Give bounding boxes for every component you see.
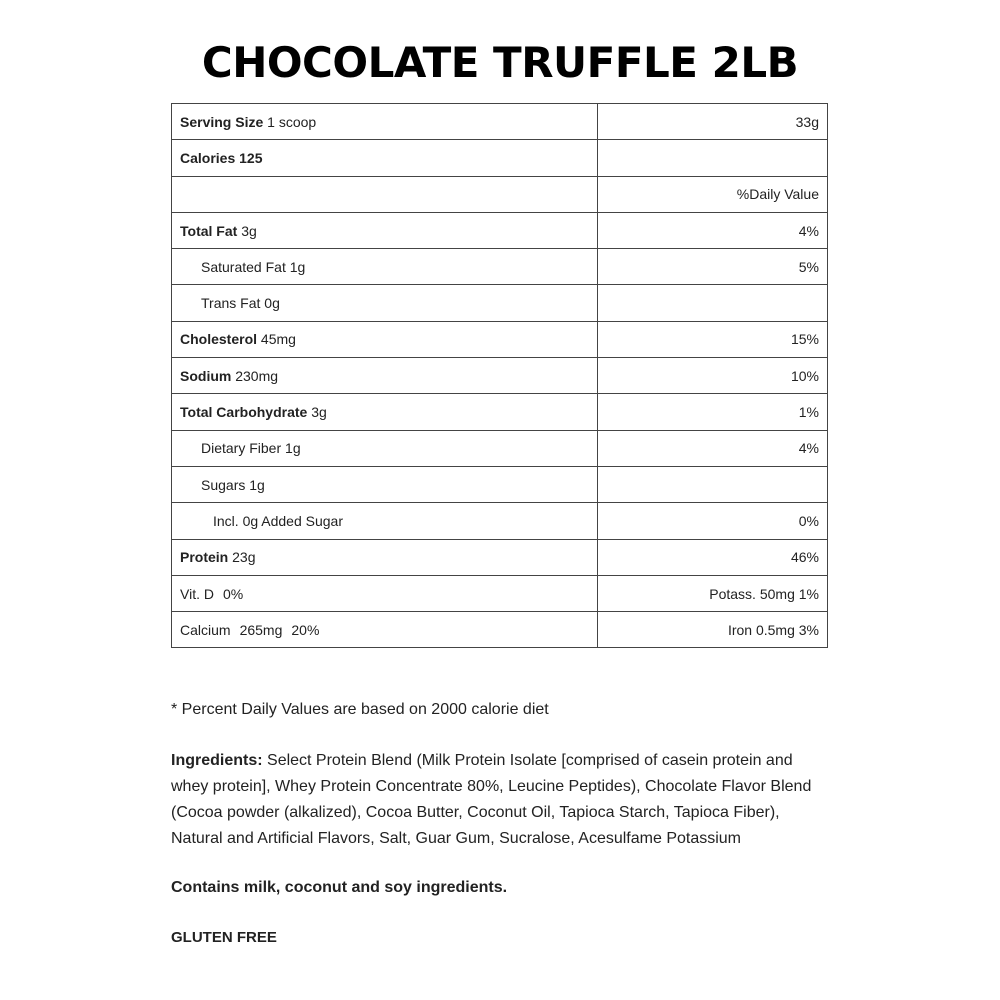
table-row bbox=[172, 466, 828, 502]
gluten-free-statement: GLUTEN FREE bbox=[171, 929, 277, 946]
total-carb-value: 3g bbox=[311, 404, 327, 421]
vit-d-label: Vit. D bbox=[180, 585, 214, 602]
daily-value-footnote: * Percent Daily Values are based on 2000 calorie diet bbox=[171, 701, 549, 718]
ingredients-text: Select Protein Blend (Milk Protein Isolate [comprised of casein protein and whey protein], Whey Protein Concentrate 80%, Leucine Peptides), Chocolate Flavor Blend (Cocoa powder (alkalized), Cocoa Butter, Coconut Oil, Tapioca Starch, Tapioca Fiber), Natural and Artificial Flavors, Salt, Guar Gum, Sucralose, Acesulfame Potassium bbox=[171, 752, 812, 847]
total-fat-dv: 4% bbox=[798, 222, 819, 239]
table-row bbox=[172, 212, 828, 248]
total-carb-dv: 1% bbox=[798, 404, 819, 421]
calcium-value: 265mg bbox=[239, 621, 283, 638]
sodium-label: Sodium bbox=[180, 367, 232, 384]
calcium-label: Calcium bbox=[180, 621, 231, 638]
table-row bbox=[172, 176, 828, 212]
protein-value: 23g bbox=[232, 549, 256, 566]
trans-fat-label: Trans Fat bbox=[201, 295, 261, 312]
table-row bbox=[172, 503, 828, 539]
saturated-fat-value: 1g bbox=[289, 258, 306, 275]
table-row bbox=[172, 140, 828, 176]
added-sugar-dv: 0% bbox=[798, 512, 819, 529]
table-row bbox=[172, 430, 828, 466]
total-fat-value: 3g bbox=[241, 222, 257, 239]
table-row bbox=[172, 539, 828, 575]
ingredients-paragraph bbox=[171, 748, 831, 852]
fiber-dv: 4% bbox=[798, 440, 819, 457]
fiber-label: Dietary Fiber bbox=[201, 440, 282, 457]
cholesterol-dv: 15% bbox=[790, 331, 819, 348]
potassium-label: Potass. bbox=[709, 585, 756, 602]
table-row bbox=[172, 104, 828, 140]
trans-fat-value: 0g bbox=[264, 295, 280, 312]
table-row bbox=[172, 358, 828, 394]
product-title: CHOCOLATE TRUFFLE 2LB bbox=[201, 38, 799, 87]
table-row bbox=[172, 249, 828, 285]
iron-label: Iron bbox=[727, 621, 753, 638]
saturated-fat-dv: 5% bbox=[798, 258, 819, 275]
serving-size-label: Serving Size bbox=[180, 113, 264, 130]
sodium-value: 230mg bbox=[235, 367, 279, 384]
serving-size-weight: 33g bbox=[795, 113, 819, 130]
nutrition-facts-table bbox=[171, 103, 828, 648]
protein-dv: 46% bbox=[790, 549, 819, 566]
sugars-label: Sugars bbox=[201, 476, 246, 493]
protein-label: Protein bbox=[180, 549, 229, 566]
added-sugar-label: Incl. 0g Added Sugar bbox=[213, 512, 343, 529]
table-row bbox=[172, 285, 828, 321]
table-row bbox=[172, 575, 828, 611]
sodium-dv: 10% bbox=[790, 367, 819, 384]
cholesterol-value: 45mg bbox=[260, 331, 296, 348]
calories-label: Calories bbox=[180, 149, 236, 166]
potassium-value: 50mg 1% bbox=[759, 585, 819, 602]
saturated-fat-label: Saturated Fat bbox=[201, 258, 286, 275]
sugars-value: 1g bbox=[249, 476, 265, 493]
fiber-value: 1g bbox=[285, 440, 301, 457]
calories-value: 125 bbox=[239, 149, 263, 166]
allergen-statement: Contains milk, coconut and soy ingredients. bbox=[171, 879, 508, 896]
vit-d-value: 0% bbox=[222, 585, 244, 602]
table-row bbox=[172, 612, 828, 648]
ingredients-label: Ingredients: bbox=[171, 752, 263, 769]
total-carb-label: Total Carbohydrate bbox=[180, 404, 308, 421]
label-notes bbox=[171, 698, 831, 950]
table-row bbox=[172, 321, 828, 357]
cholesterol-label: Cholesterol bbox=[180, 331, 258, 348]
total-fat-label: Total Fat bbox=[180, 222, 238, 239]
calcium-dv: 20% bbox=[291, 621, 320, 638]
table-row bbox=[172, 394, 828, 430]
iron-value: 0.5mg 3% bbox=[755, 621, 819, 638]
daily-value-header: %Daily Value bbox=[736, 186, 819, 203]
serving-size-value: 1 scoop bbox=[267, 113, 317, 130]
